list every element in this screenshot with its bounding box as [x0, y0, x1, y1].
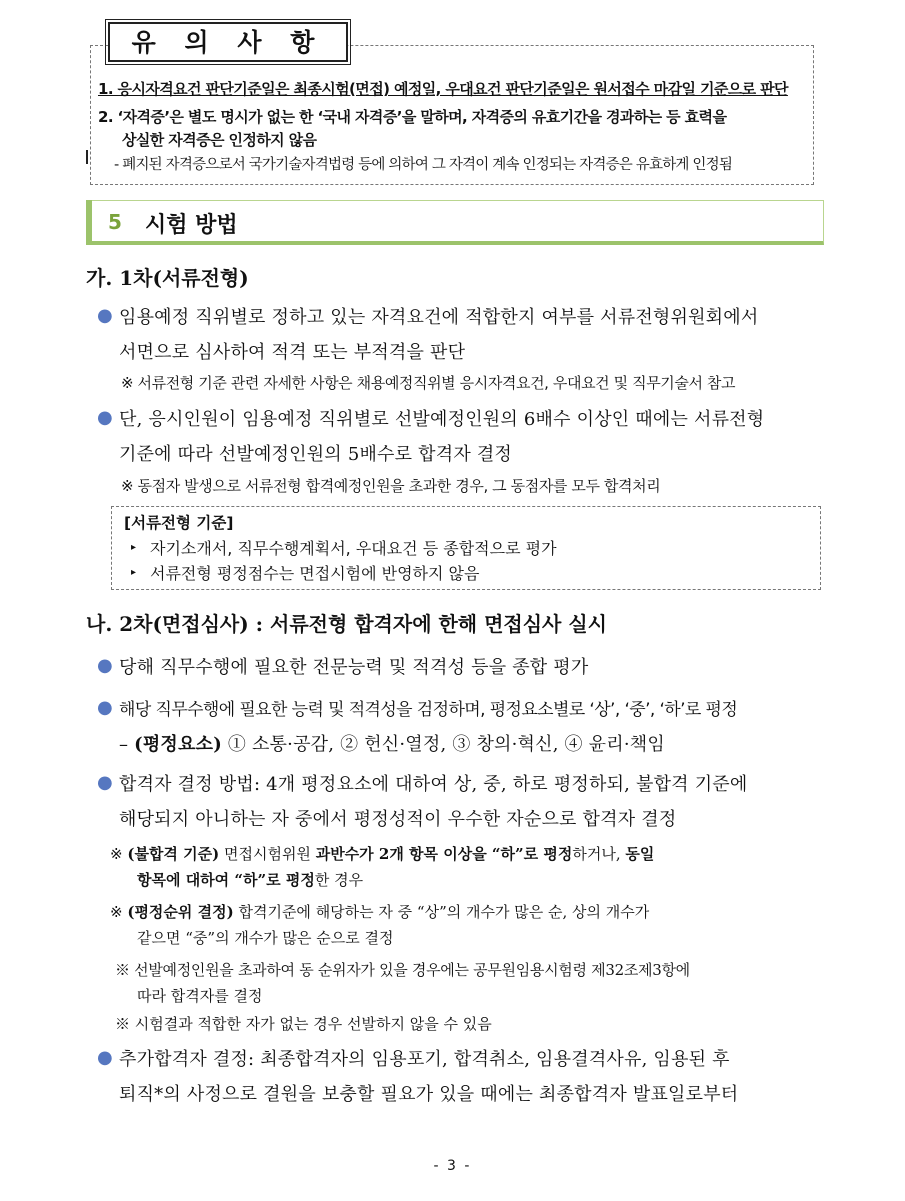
bullet-icon: ● [97, 305, 113, 326]
na-note-1 [110, 843, 654, 864]
na-note-3-cont: 따라 합격자를 결정 [137, 987, 263, 1005]
note-mark: ※ [110, 845, 128, 863]
arrow-right-icon: ▸ [131, 567, 137, 578]
page-number: - 3 - [433, 1158, 472, 1174]
note-emphasis: 동일 [625, 845, 655, 863]
note-text: 하거나, [572, 845, 626, 863]
section-title: 시험 방법 [145, 213, 238, 238]
na-note-3: ※ 선발예정인원을 초과하여 동 순위자가 있을 경우에는 공무원임용시험령 제32조제3항에 [115, 961, 690, 979]
na-bullet-4: 추가합격자 결정: 최종합격자의 임용포기, 합격취소, 임용결격사유, 임용된 후 [119, 1049, 730, 1070]
bullet-icon: ● [97, 655, 113, 676]
bullet-icon: ● [97, 1047, 113, 1068]
ga-note-1: ※ 서류전형 기준 관련 자세한 사항은 채용예정직위별 응시자격요건, 우대요건 및 직무기술서 참고 [121, 374, 736, 392]
note-text: 합격기준에 해당하는 자 중 “상”의 개수가 많은 순, 상의 개수가 [233, 903, 650, 921]
section-accent-bar [86, 200, 92, 245]
ga-bullet-2: 단, 응시인원이 임용예정 직위별로 선발예정인원의 6배수 이상인 때에는 서류전형 [119, 409, 765, 430]
na-bullet-2: 해당 직무수행에 필요한 능력 및 적격성을 검정하며, 평정요소별로 ‘상’, ‘중’, ‘하’로 평정 [119, 700, 738, 720]
note-emphasis: 과반수가 2개 항목 이상을 “하”로 평정 [315, 845, 573, 863]
na-bullet-1: 당해 직무수행에 필요한 전문능력 및 적격성 등을 종합 평가 [119, 657, 589, 678]
ga-bullet-1-cont: 서면으로 심사하여 적격 또는 부적격을 판단 [119, 342, 466, 363]
na-note-2 [110, 901, 649, 922]
ga-bullet-1: 임용예정 직위별로 정하고 있는 자격요건에 적합한지 여부를 서류전형위원회에서 [119, 307, 759, 328]
note-text: 면접시험위원 [219, 845, 316, 863]
ga-bullet-2-cont: 기준에 따라 선발예정인원의 5배수로 합격자 결정 [119, 444, 513, 465]
na-bullet-4-cont: 퇴직*의 사정으로 결원을 보충할 필요가 있을 때에는 최종합격자 발표일로부터 [119, 1084, 739, 1105]
margin-mark [86, 150, 88, 164]
criteria-title: [서류전형 기준] [124, 514, 234, 532]
section-number: 5 [108, 210, 122, 234]
note-label: (불합격 기준) [127, 845, 220, 863]
heading-ga: 가. 1차(서류전형) [86, 266, 249, 290]
criteria-item: 자기소개서, 직무수행계획서, 우대요건 등 종합적으로 평가 [150, 539, 557, 558]
bullet-icon: ● [97, 772, 113, 793]
note-mark: ※ [110, 903, 128, 921]
bullet-icon: ● [97, 697, 113, 718]
na-note-2-cont: 같으면 “중”의 개수가 많은 순으로 결정 [137, 929, 394, 947]
note-emphasis: 항목에 대하여 “하”로 평정 [137, 871, 315, 889]
note-label: (평정순위 결정) [127, 903, 234, 921]
na-bullet-3-cont: 해당되지 아니하는 자 중에서 평정성적이 우수한 자순으로 합격자 결정 [119, 809, 677, 830]
heading-na: 나. 2차(면접심사) : 서류전형 합격자에 한해 면접심사 실시 [86, 612, 607, 636]
criteria-item: 서류전형 평정점수는 면접시험에 반영하지 않음 [150, 564, 480, 583]
dash: – [119, 734, 135, 755]
notice-item-2-cont: 상실한 자격증은 인정하지 않음 [122, 131, 317, 149]
arrow-right-icon: ▸ [131, 542, 137, 553]
eval-elements-list: ① 소통·공감, ② 헌신·열정, ③ 창의·혁신, ④ 윤리·책임 [221, 734, 665, 755]
na-bullet-3: 합격자 결정 방법: 4개 평정요소에 대하여 상, 중, 하로 평정하되, 불합격 기준에 [119, 774, 748, 795]
na-bullet-2-cont [119, 730, 665, 756]
note-text: 한 경우 [314, 871, 364, 889]
notice-title: 유 의 사 항 [108, 22, 348, 62]
ga-note-2: ※ 동점자 발생으로 서류전형 합격예정인원을 초과한 경우, 그 동점자를 모두 합격처리 [121, 477, 661, 495]
bullet-icon: ● [97, 407, 113, 428]
eval-elements-label: (평정요소) [134, 734, 222, 755]
na-note-4: ※ 시험결과 적합한 자가 없는 경우 선발하지 않을 수 있음 [115, 1015, 492, 1033]
notice-subitem: - 폐지된 자격증으로서 국가기술자격법령 등에 의하여 그 자격이 계속 인정되는 자격증은 유효하게 인정됨 [114, 157, 733, 173]
na-note-1-cont [137, 869, 363, 890]
notice-item-2: 2. ‘자격증’은 별도 명시가 없는 한 ‘국내 자격증’을 말하며, 자격증의 유효기간을 경과하는 등 효력을 [98, 108, 727, 126]
notice-item-1: 1. 응시자격요건 판단기준일은 최종시험(면접) 예정일, 우대요건 판단기준일은 원서접수 마감일 기준으로 판단 [98, 80, 788, 98]
